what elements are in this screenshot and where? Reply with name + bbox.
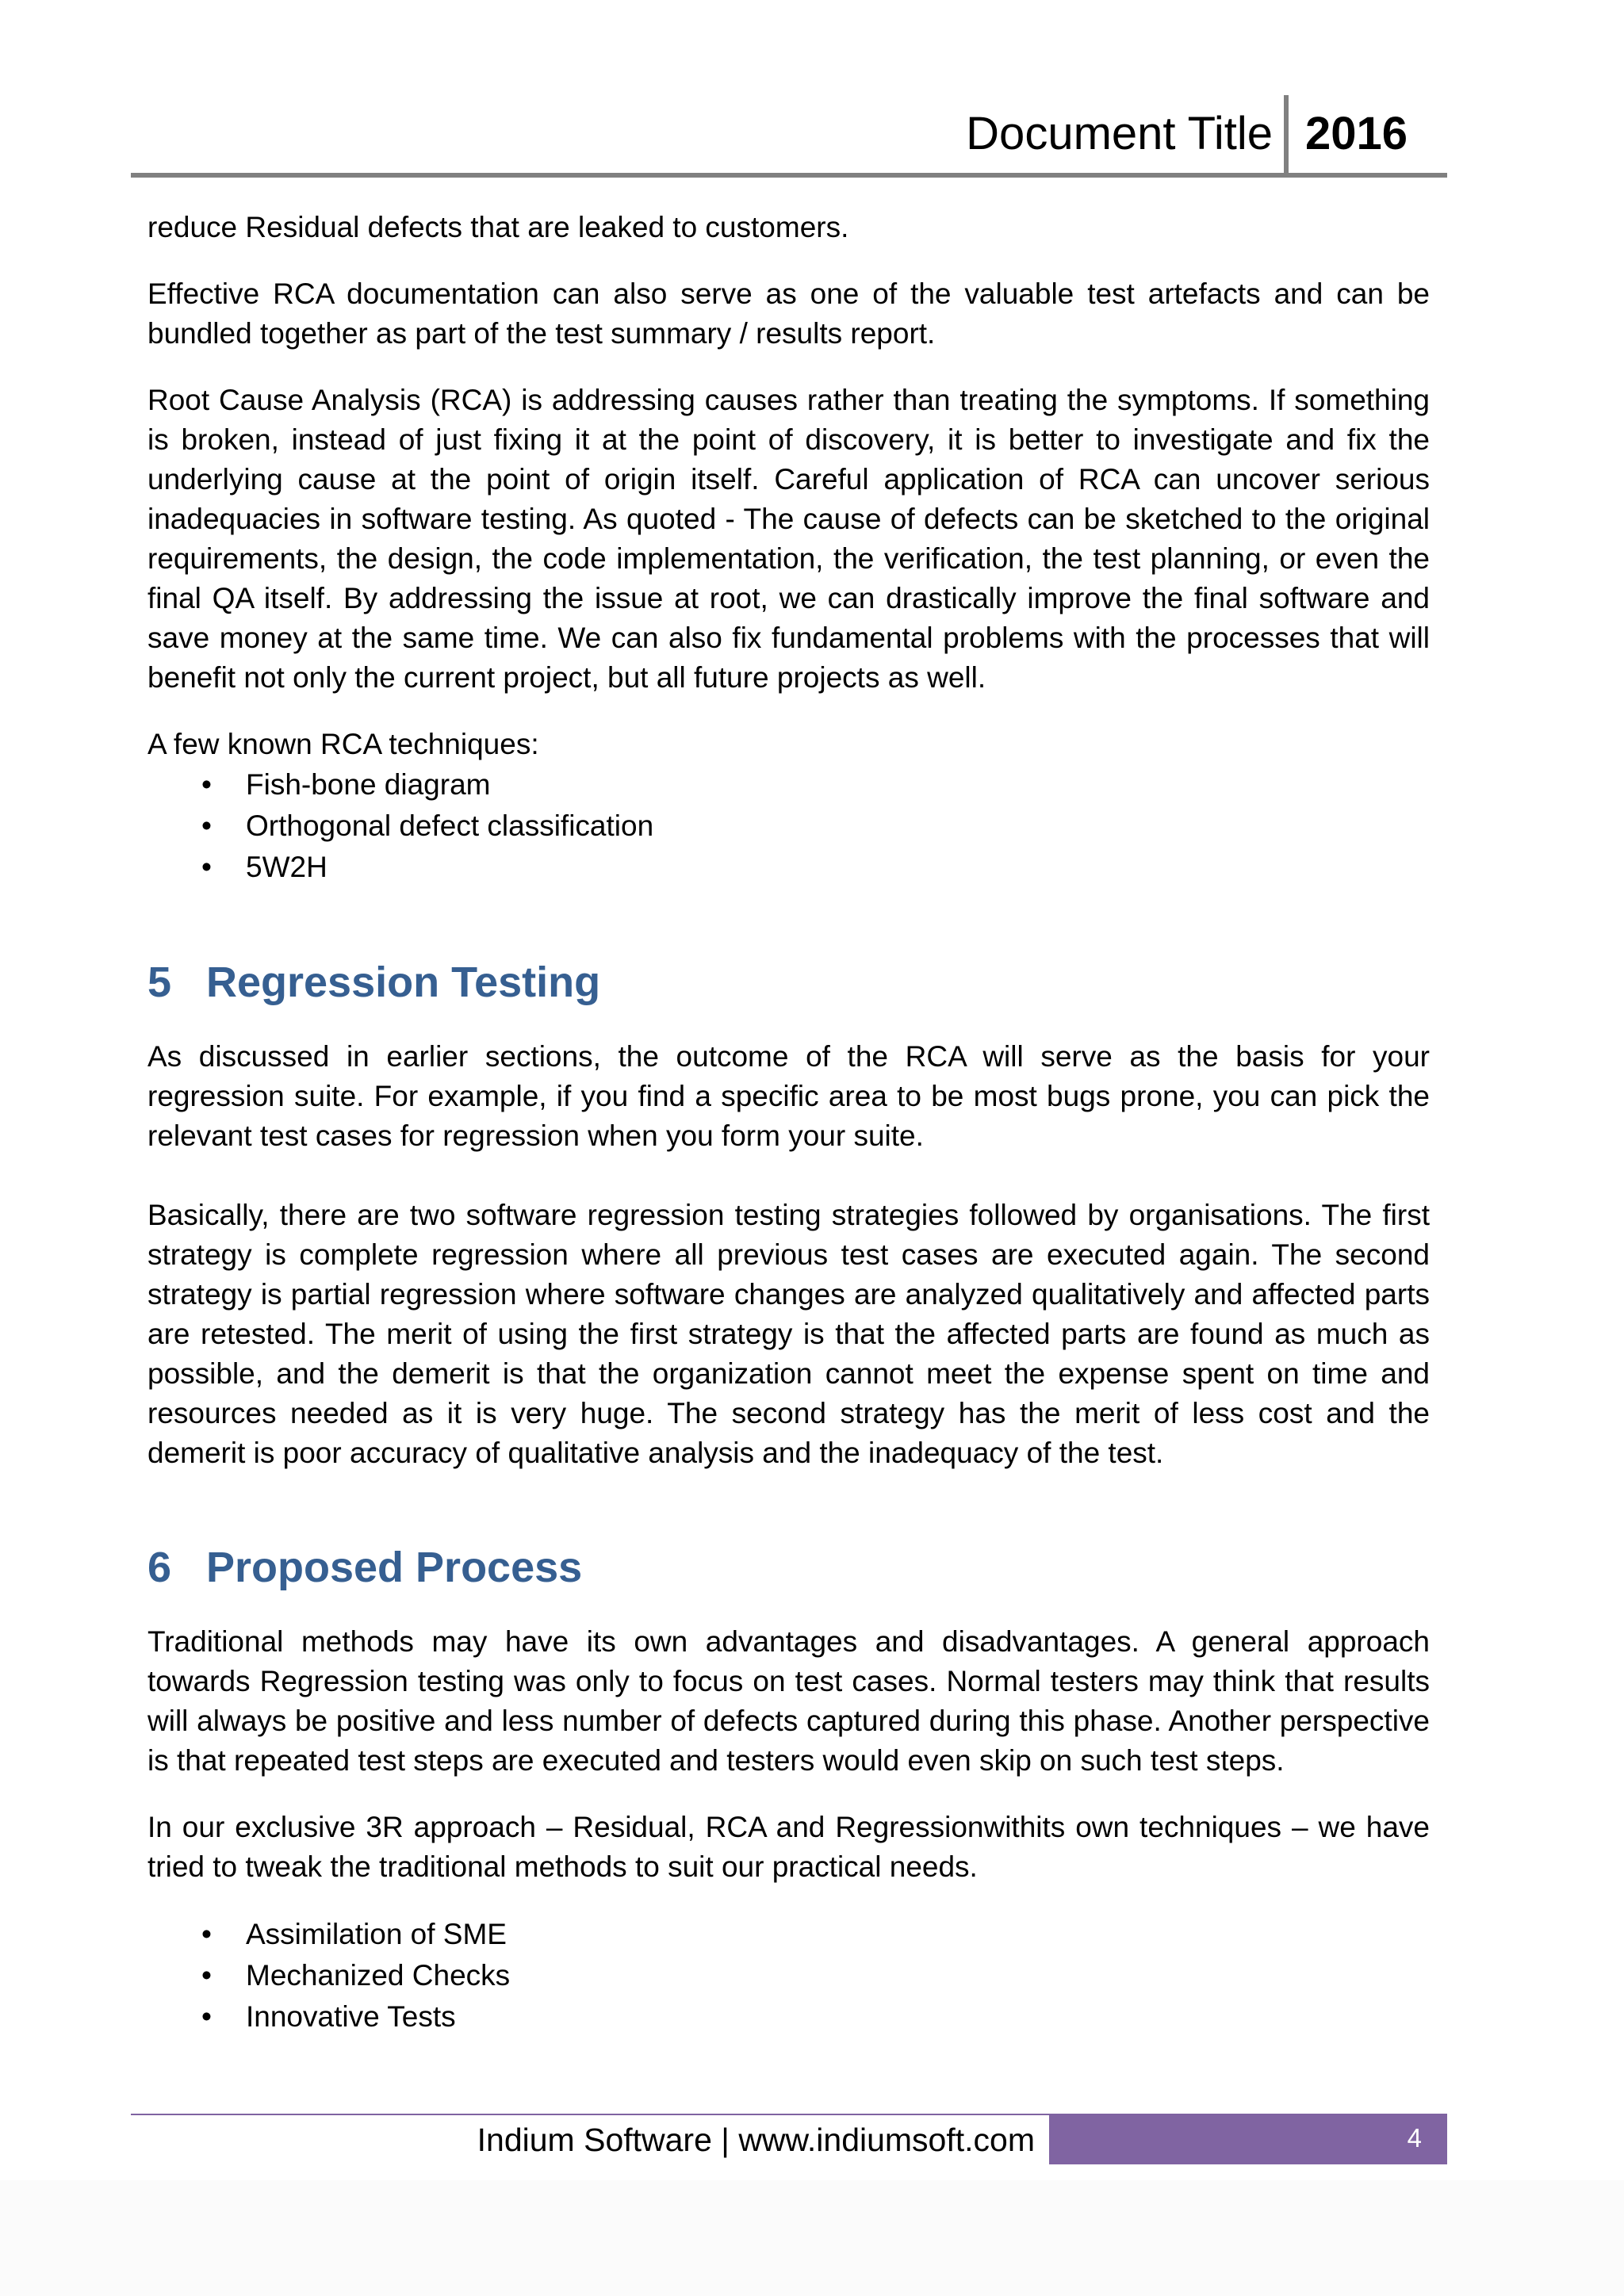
paragraph: In our exclusive 3R approach – Residual, RCA and Regressionwithits own techniques – we have tried to tweak the traditional methods to suit our practical needs. <box>147 1811 1430 1883</box>
bullet-icon: • <box>201 1959 212 1992</box>
list-item: • Assimilation of SME <box>147 1914 1430 1955</box>
page-content <box>147 208 1430 2038</box>
section-heading-regression-testing: 5 Regression Testing <box>147 959 601 1006</box>
paragraph: reduce Residual defects that are leaked to customers. <box>147 211 849 243</box>
bullet-icon: • <box>201 1918 212 1950</box>
document-year: 2016 <box>1304 108 1408 159</box>
paragraph: Traditional methods may have its own advantages and disadvantages. A general approach towards Regression testing was only to focus on test cases. Normal testers may think that results will always be positive and less number of defects captured during this phase. Another perspective is that repeated test steps are executed and testers would even skip on such test steps. <box>147 1625 1430 1777</box>
rca-techniques-list <box>147 764 1430 888</box>
bullet-icon: • <box>201 2000 212 2033</box>
paragraph: Effective RCA documentation can also serve as one of the valuable test artefacts and can be bundled together as part of the test summary / results report. <box>147 277 1430 350</box>
list-item: • 5W2H <box>147 847 1430 888</box>
list-item: • Fish-bone diagram <box>147 764 1430 806</box>
bullet-icon: • <box>201 809 212 842</box>
page-header <box>131 95 1447 174</box>
paragraph: Root Cause Analysis (RCA) is addressing causes rather than treating the symptoms. If something is broken, instead of just fixing it at the point of discovery, it is better to investigate and fix the underlying cause at the point of origin itself. Careful application of RCA can uncover serious inadequacies in software testing. As quoted - The cause of defects can be sketched to the original requirements, the design, the code implementation, the verification, the test planning, or even the final QA itself. By addressing the issue at root, we can drastically improve the final software and save money at the same time. We can also fix fundamental problems with the processes that will benefit not only the current project, but all future projects as well. <box>147 384 1430 694</box>
list-item: • Innovative Tests <box>147 1996 1430 2038</box>
header-rule <box>131 173 1447 178</box>
page-bottom-margin <box>0 2180 1624 2296</box>
header-divider <box>1284 95 1289 174</box>
footer-page-bar <box>1049 2115 1447 2164</box>
bullet-icon: • <box>201 851 212 883</box>
bullet-icon: • <box>201 768 212 801</box>
paragraph: As discussed in earlier sections, the outcome of the RCA will serve as the basis for your regression suite. For example, if you find a specific area to be most bugs prone, you can pick the relevant test cases for regression when you form your suite. <box>147 1040 1430 1152</box>
process-list <box>147 1914 1430 2038</box>
paragraph: A few known RCA techniques: <box>147 728 539 760</box>
list-item: • Mechanized Checks <box>147 1955 1430 1996</box>
paragraph: Basically, there are two software regression testing strategies followed by organisations. The first strategy is complete regression where all previous test cases are executed again. The second strategy is partial regression where software changes are analyzed qualitatively and affected parts are retested. The merit of using the first strategy is that the affected parts are found as much as possible, and the demerit is that the organization cannot meet the expense spent on time and resources needed as it is very huge. The second strategy has the merit of less cost and the demerit is poor accuracy of qualitative analysis and the inadequacy of the test. <box>147 1199 1430 1469</box>
section-heading-proposed-process: 6 Proposed Process <box>147 1544 583 1591</box>
list-item: • Orthogonal defect classification <box>147 806 1430 847</box>
footer-company: Indium Software | www.indiumsoft.com <box>477 2122 1035 2158</box>
document-title: Document Title <box>966 108 1273 159</box>
page-number: 4 <box>1407 2123 1422 2152</box>
